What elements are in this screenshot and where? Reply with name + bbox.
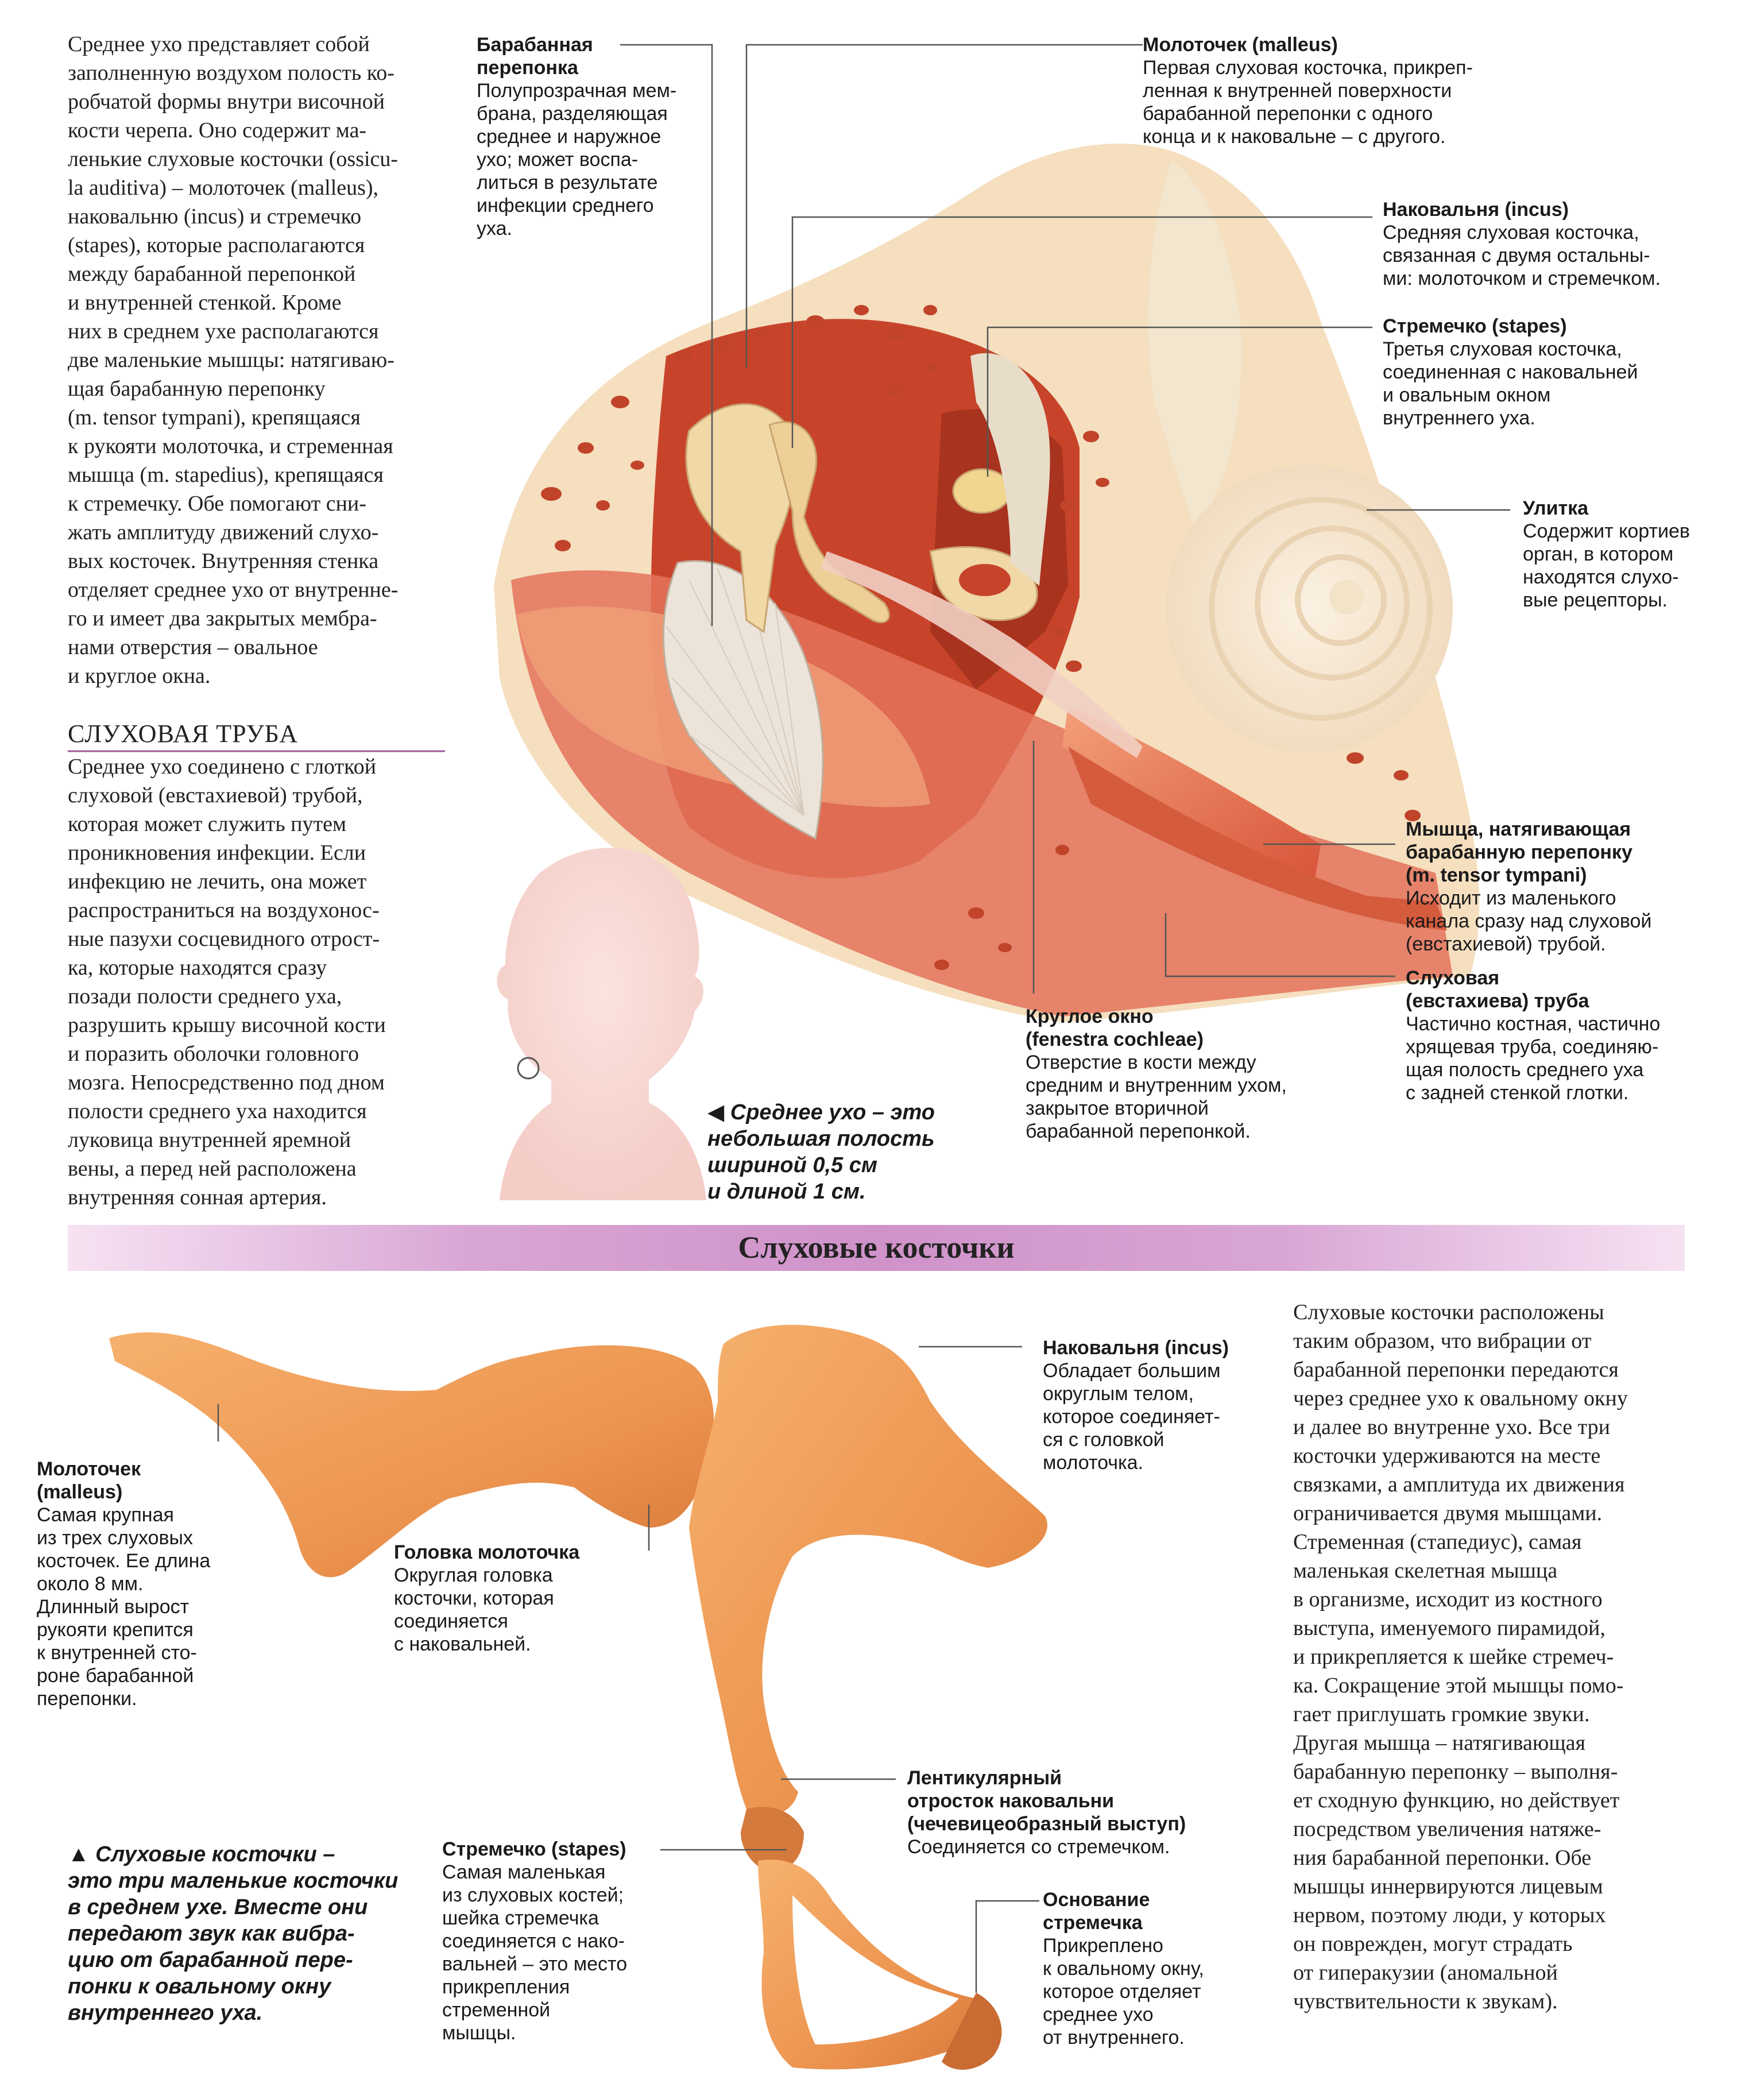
label-ossicle-stapes-title: Стремечко (stapes) xyxy=(442,1838,626,1860)
label-cochlea-text: Содержит кортиев орган, в котором находятся слухо- вые рецепторы. xyxy=(1523,520,1690,611)
label-stapes-base-title: Основание стремечка xyxy=(1043,1889,1150,1934)
label-ossicle-incus-text: Обладает большим округлым телом, которое соединяет- ся с головкой молоточка. xyxy=(1043,1360,1221,1474)
head-silhouette xyxy=(497,848,706,1200)
intro-paragraph: Среднее ухо представляет собой заполненную воздухом полость ко- робчатой формы внутри височной кости черепа. Оно содержит ма- ленькие слуховые косточки (ossicu- la auditiva) – молоточек (malleus), наковальню (incus) и стремечко (stapes), которые располагаются между барабанной перепонкой и внутренней стенкой. Кроме них в среднем ухе располагаются две маленькие мышцы: натягиваю- щая барабанную перепонку (m. tensor tympani), крепящаяся к рукояти молоточка, и стременная мышца (m. stapedius), крепящаяся к стремечку. Обе помогают сни- жать амплитуду движений слухо- вых косточек. Внутренняя стенка отделяет среднее ухо от внутренне- го и имеет два закрытых мембра- нами отверстия – овальное и круглое окна. xyxy=(68,32,399,688)
eustachian-paragraph: Среднее ухо соединено с глоткой слуховой (евстахиевой) трубой, которая может служить путем проникновения инфекции. Если инфекцию не лечить, она может распространиться на воздухонос- ные пазухи сосцевидного отрост- ка, которые находятся сразу позади полости среднего уха, разрушить крышу височной кости и поразить оболочки головного мозга. Непосредственно под дном полости среднего уха находится луковица внутренней яремной вены, а перед ней расположена внутренняя сонная артерия. xyxy=(68,755,386,1209)
label-lenticular-process xyxy=(907,1767,1298,1858)
label-incus-text: Средняя слуховая косточка, связанная с двумя остальны- ми: молоточком и стремечком. xyxy=(1383,222,1661,289)
ear-marker-circle xyxy=(518,1058,539,1079)
banner-title: Слуховые косточки xyxy=(738,1230,1015,1265)
section-heading-eustachian: СЛУХОВАЯ ТРУБА xyxy=(68,720,299,748)
label-ossicle-stapes-text: Самая маленькая из слуховых костей; шейка стремечка соединяется с нако- вальней – это место прикрепления стременной мышцы. xyxy=(442,1861,628,2044)
label-eustachian-tube xyxy=(1406,967,1750,1104)
label-stapes-base xyxy=(1043,1888,1284,2049)
label-malleus-head-text: Округлая головка косточки, которая соединяется с наковальней. xyxy=(394,1564,554,1655)
label-tensor-tympani xyxy=(1406,818,1750,956)
label-ossicle-incus-title: Наковальня (incus) xyxy=(1043,1337,1229,1359)
label-stapes-base-text: Прикреплено к овальному окну, которое отделяет среднее ухо от внутреннего. xyxy=(1043,1935,1204,2049)
label-ossicle-malleus-title: Молоточек (malleus) xyxy=(37,1458,141,1503)
label-malleus-head-title: Головка молоточка xyxy=(394,1541,580,1563)
head-caption: ◀ Среднее ухо – это небольшая полость шириной 0,5 см и длиной 1 см. xyxy=(707,1100,935,1204)
label-cochlea-title: Улитка xyxy=(1523,497,1589,519)
label-tensor-tympani-text: Исходит из маленького канала сразу над слуховой (евстахиевой) трубой. xyxy=(1406,887,1652,955)
label-ossicle-malleus xyxy=(37,1458,278,1710)
label-eustachian-tube-text: Частично костная, частично хрящевая труба, соединяю- щая полость среднего уха с задней стенкой глотки. xyxy=(1406,1013,1661,1104)
label-round-window xyxy=(1026,1005,1382,1143)
label-malleus-text: Первая слуховая косточка, прикреп- ленная к внутренней поверхности барабанной перепонки с одного конца и к наковальне – с другого. xyxy=(1143,57,1473,148)
section-banner xyxy=(68,1225,1685,1271)
label-ossicle-stapes xyxy=(442,1838,683,2044)
label-round-window-title: Круглое окно (fenestra cochleae) xyxy=(1026,1006,1204,1050)
label-lenticular-process-title: Лентикулярный отросток наковальни (чечевицеобразный выступ) xyxy=(907,1767,1186,1835)
label-ossicle-malleus-text: Самая крупная из трех слуховых косточек. Ее длина около 8 мм. Длинный вырост рукояти крепится к внутренней сто- роне барабанной перепонки. xyxy=(37,1504,211,1710)
label-stapes xyxy=(1383,315,1744,430)
label-malleus-head xyxy=(394,1541,693,1656)
ossicles-caption: ▲ Слуховые косточки – это три маленькие косточки в среднем ухе. Вместе они передают звук как вибра- цию от барабанной пере- понки к овальному окну внутреннего уха. xyxy=(68,1842,399,2025)
label-incus xyxy=(1383,198,1744,290)
ossicles-paragraph: Слуховые косточки расположены таким образом, что вибрации от барабанной перепонки передаются через среднее ухо к овальному окну и далее во внутренне ухо. Все три косточки удерживаются на месте связками, а амплитуда их движения ограничивается двумя мышцами. Стременная (стапедиус), самая маленькая скелетная мышца в организме, исходит из костного выступа, именуемого пирамидой, и прикрепляется к шейке стремеч- ка. Сокращение этой мышцы помо- гает приглушать громкие звуки. Другая мышца – натягивающая барабанную перепонку – выполня- ет сходную функцию, но действует посредством увеличения натяже- ния барабанной перепонки. Обе мышцы иннервируются лицевым нервом, поэтому люди, у которых он поврежден, могут страдать от гиперакузии (аномальной чувствительности к звукам). xyxy=(1293,1300,1628,2013)
label-eustachian-tube-title: Слуховая (евстахиева) труба xyxy=(1406,967,1589,1012)
label-round-window-text: Отверстие в кости между средним и внутренним ухом, закрытое вторичной барабанной перепонкой. xyxy=(1026,1052,1287,1142)
label-malleus-title: Молоточек (malleus) xyxy=(1143,34,1338,56)
label-tensor-tympani-title: Мышца, натягивающая барабанную перепонку (m. tensor tympani) xyxy=(1406,818,1633,886)
label-eardrum-text: Полупрозрачная мем- брана, разделяющая среднее и наружное ухо; может воспа- литься в результате инфекции среднего уха. xyxy=(477,80,677,239)
label-lenticular-process-text: Соединяется со стремечком. xyxy=(907,1836,1170,1858)
label-cochlea xyxy=(1523,497,1753,612)
label-stapes-text: Третья слуховая косточка, соединенная с наковальней и овальным окном внутреннего уха. xyxy=(1383,338,1638,429)
label-malleus xyxy=(1143,33,1602,148)
label-ossicle-incus xyxy=(1043,1336,1318,1474)
label-incus-title: Наковальня (incus) xyxy=(1383,199,1569,221)
label-eardrum xyxy=(477,33,718,240)
label-stapes-title: Стремечко (stapes) xyxy=(1383,315,1567,337)
label-eardrum-title: Барабанная перепонка xyxy=(477,34,593,79)
